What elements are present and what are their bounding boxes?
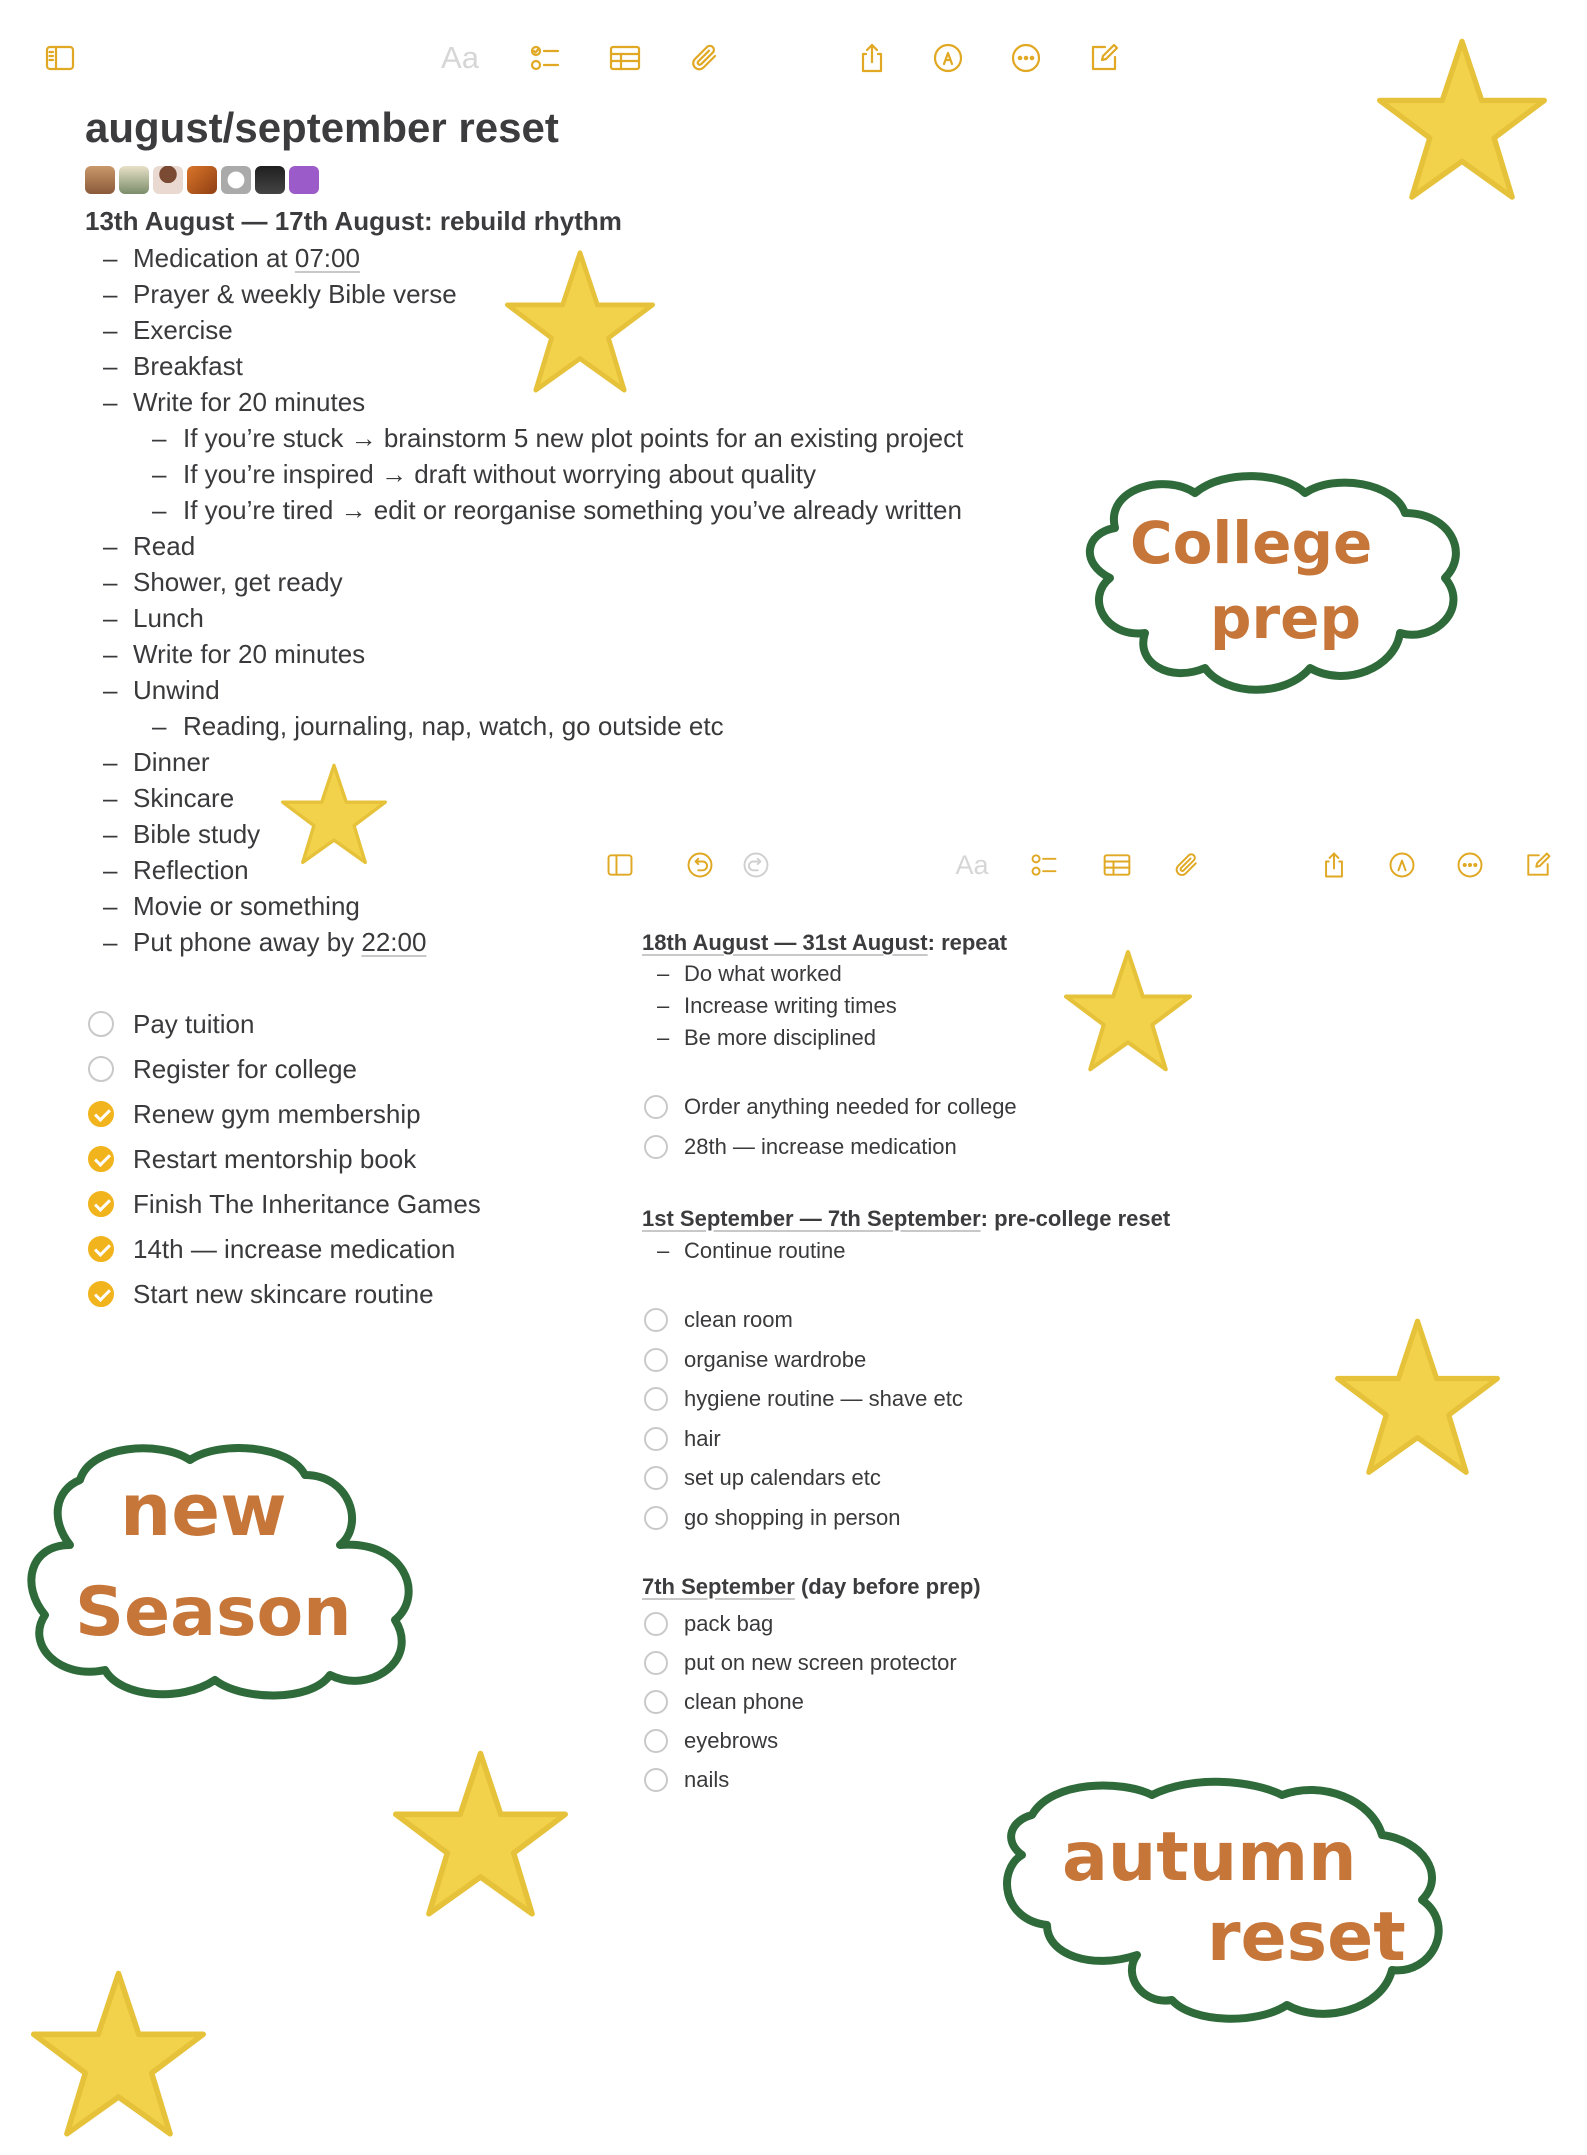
attachment-icon[interactable] <box>1167 845 1207 885</box>
share-icon[interactable] <box>852 38 892 78</box>
time-link[interactable]: 07:00 <box>294 243 360 273</box>
checklist-item-label[interactable]: clean room <box>684 1307 793 1332</box>
checklist-item-label[interactable]: Register for college <box>133 1054 357 1084</box>
sticker-text: reset <box>1207 1898 1406 1977</box>
list-item[interactable] <box>133 927 426 958</box>
format-text-button[interactable] <box>952 845 992 885</box>
list-item[interactable]: Prayer & weekly Bible verse <box>133 279 457 309</box>
checklist-icon[interactable] <box>1024 845 1064 885</box>
sticker-text: autumn <box>1062 1818 1357 1897</box>
sticker-text: prep <box>1210 584 1361 652</box>
share-icon[interactable] <box>1314 845 1354 885</box>
list-dash: – <box>657 993 670 1018</box>
person-icon <box>153 166 183 194</box>
list-dash: – <box>103 243 118 273</box>
star-sticker-icon <box>500 248 660 398</box>
checkbox[interactable] <box>644 1506 668 1530</box>
college-prep-sticker <box>1075 468 1470 700</box>
checklist-item-label[interactable]: Renew gym membership <box>133 1099 421 1129</box>
checkbox[interactable] <box>644 1308 668 1332</box>
sticker-text: new <box>120 1468 287 1552</box>
heading-date-range[interactable]: 18th August — 31st August <box>642 930 928 955</box>
checklist-item-label[interactable]: organise wardrobe <box>684 1347 867 1372</box>
checklist-item-label[interactable]: Order anything needed for college <box>684 1094 1017 1119</box>
list-dash: – <box>103 855 118 885</box>
checkbox-checked[interactable] <box>88 1146 114 1172</box>
list-item[interactable]: Read <box>133 531 196 561</box>
autumn-reset-sticker <box>992 1775 1457 2025</box>
list-dash: – <box>103 747 118 777</box>
list-dash: – <box>103 927 118 957</box>
checklist-item-label[interactable]: go shopping in person <box>684 1505 901 1530</box>
star-sticker-icon <box>26 1968 211 2143</box>
heading-rest: (day before prep) <box>794 1574 981 1599</box>
list-item[interactable]: Increase writing times <box>684 993 897 1018</box>
checklist-item-label[interactable]: hygiene routine — shave etc <box>684 1386 963 1411</box>
table-icon[interactable] <box>605 38 645 78</box>
more-options-icon[interactable] <box>1450 845 1490 885</box>
checkbox[interactable] <box>88 1011 114 1037</box>
time-link[interactable]: 22:00 <box>361 927 427 957</box>
star-sticker-icon <box>1330 1316 1505 1481</box>
sticker-text: Season <box>75 1573 352 1652</box>
list-item[interactable]: Exercise <box>133 315 233 345</box>
note-title[interactable]: august/september reset <box>85 104 559 151</box>
checkbox[interactable] <box>644 1387 668 1411</box>
list-dash: – <box>103 639 118 669</box>
checklist-item-label[interactable]: Finish The Inheritance Games <box>133 1189 481 1219</box>
list-dash: – <box>103 315 118 345</box>
checklist-icon[interactable] <box>525 38 565 78</box>
list-dash: – <box>103 567 118 597</box>
list-dash: – <box>103 351 118 381</box>
emoji-row <box>85 166 319 194</box>
headphones-icon <box>221 166 251 194</box>
sidebar-toggle-icon[interactable] <box>600 845 640 885</box>
heading-rest: : repeat <box>927 930 1008 955</box>
list-dash: – <box>657 1238 670 1263</box>
checkbox[interactable] <box>644 1612 668 1636</box>
checklist-item-label[interactable]: clean phone <box>684 1689 804 1714</box>
checklist-item-label[interactable]: Pay tuition <box>133 1009 255 1039</box>
compose-icon[interactable] <box>1518 845 1558 885</box>
heading-rest: : pre-college reset <box>980 1206 1171 1231</box>
list-dash: – <box>152 423 167 453</box>
table-icon[interactable] <box>1097 845 1137 885</box>
list-item[interactable]: Write for 20 minutes <box>133 387 366 417</box>
list-dash: – <box>152 495 167 525</box>
checklist-item-label[interactable]: eyebrows <box>684 1728 779 1753</box>
checkbox[interactable] <box>88 1056 114 1082</box>
list-item[interactable]: Lunch <box>133 603 204 633</box>
new-season-sticker <box>20 1435 422 1703</box>
checklist-item-label[interactable]: Restart mentorship book <box>133 1144 417 1174</box>
format-text-label: Aa <box>955 849 989 880</box>
checkbox[interactable] <box>644 1135 668 1159</box>
graduation-cap-icon <box>255 166 285 194</box>
list-item[interactable]: Shower, get ready <box>133 567 343 597</box>
checkbox-checked[interactable] <box>88 1191 114 1217</box>
section-heading-repeat <box>642 930 1007 956</box>
list-dash: – <box>103 387 118 417</box>
checklist-item-label[interactable]: 28th — increase medication <box>684 1134 957 1159</box>
checklist-item-label[interactable]: hair <box>684 1426 721 1451</box>
checkbox-checked[interactable] <box>88 1281 114 1307</box>
list-item[interactable]: Bible study <box>133 819 261 849</box>
checklist-item-label[interactable]: set up calendars etc <box>684 1465 881 1490</box>
top-toolbar <box>0 38 1587 78</box>
star-sticker-icon <box>1060 948 1196 1076</box>
checkbox[interactable] <box>644 1427 668 1451</box>
list-dash: – <box>152 711 167 741</box>
list-item[interactable]: Unwind <box>133 675 220 705</box>
checkbox-checked[interactable] <box>88 1101 114 1127</box>
redo-icon[interactable] <box>736 845 776 885</box>
heading-date[interactable]: 7th September <box>642 1574 795 1599</box>
checkbox[interactable] <box>644 1466 668 1490</box>
checklist-item-label[interactable]: put on new screen protector <box>684 1650 957 1675</box>
compose-icon[interactable] <box>1084 38 1124 78</box>
list-item[interactable] <box>133 243 360 274</box>
sub-list-item[interactable]: If you’re inspired → draft without worrying about quality <box>183 459 816 489</box>
list-dash: – <box>103 603 118 633</box>
format-text-label: Aa <box>441 40 479 75</box>
heading-date-range[interactable]: 1st September — 7th September <box>642 1206 981 1231</box>
list-item[interactable]: Continue routine <box>684 1238 846 1263</box>
sidebar-toggle-icon[interactable] <box>40 38 80 78</box>
attachment-icon[interactable] <box>685 38 725 78</box>
list-item[interactable]: Breakfast <box>133 351 243 381</box>
more-options-icon[interactable] <box>1006 38 1046 78</box>
sticker-text: College <box>1130 509 1373 577</box>
checkbox[interactable] <box>644 1768 668 1792</box>
checklist-item-label[interactable]: pack bag <box>684 1611 774 1636</box>
sub-list-item[interactable]: If you’re stuck → brainstorm 5 new plot points for an existing project <box>183 423 964 453</box>
checklist-item-label[interactable]: Start new skincare routine <box>133 1279 434 1309</box>
markup-pen-icon[interactable] <box>928 38 968 78</box>
list-dash: – <box>103 675 118 705</box>
markup-pen-icon[interactable] <box>1382 845 1422 885</box>
section-heading-day-before-prep <box>642 1574 981 1600</box>
cake-icon <box>119 166 149 194</box>
undo-icon[interactable] <box>680 845 720 885</box>
section-heading-rebuild-rhythm: 13th August — 17th August: rebuild rhythm <box>85 206 622 236</box>
list-dash: – <box>103 891 118 921</box>
list-item[interactable]: Dinner <box>133 747 210 777</box>
list-dash: – <box>103 279 118 309</box>
list-item[interactable]: Skincare <box>133 783 235 813</box>
sub-list-item[interactable]: If you’re tired → edit or reorganise something you’ve already written <box>183 495 962 525</box>
checkbox[interactable] <box>644 1690 668 1714</box>
checklist-item-label[interactable]: 14th — increase medication <box>133 1234 456 1264</box>
list-item[interactable]: Reflection <box>133 855 249 885</box>
checkbox[interactable] <box>644 1348 668 1372</box>
list-item-label: Put phone away by <box>133 927 362 957</box>
checklist-item-label[interactable]: nails <box>684 1767 730 1792</box>
list-dash: – <box>657 961 670 986</box>
list-dash: – <box>103 783 118 813</box>
list-item-label: Medication at <box>133 243 295 273</box>
list-item[interactable]: Write for 20 minutes <box>133 639 366 669</box>
school-icon <box>85 166 115 194</box>
list-dash: – <box>103 819 118 849</box>
checkbox[interactable] <box>644 1729 668 1753</box>
star-sticker-icon <box>278 762 390 868</box>
section-heading-pre-college <box>642 1206 1170 1232</box>
second-toolbar <box>0 845 1587 885</box>
checkbox[interactable] <box>644 1651 668 1675</box>
sub-list-item[interactable]: Reading, journaling, nap, watch, go outside etc <box>183 711 724 741</box>
star-sticker-icon <box>388 1748 573 1923</box>
list-item[interactable]: Be more disciplined <box>684 1025 876 1050</box>
cross-icon <box>289 166 319 194</box>
leaves-icon <box>187 166 217 194</box>
checkbox[interactable] <box>644 1095 668 1119</box>
star-sticker-icon <box>1372 36 1552 206</box>
list-dash: – <box>152 459 167 489</box>
checkbox-checked[interactable] <box>88 1236 114 1262</box>
list-item[interactable]: Do what worked <box>684 961 842 986</box>
format-text-button[interactable] <box>440 38 480 78</box>
list-item[interactable]: Movie or something <box>133 891 360 921</box>
list-dash: – <box>103 531 118 561</box>
list-dash: – <box>657 1025 670 1050</box>
